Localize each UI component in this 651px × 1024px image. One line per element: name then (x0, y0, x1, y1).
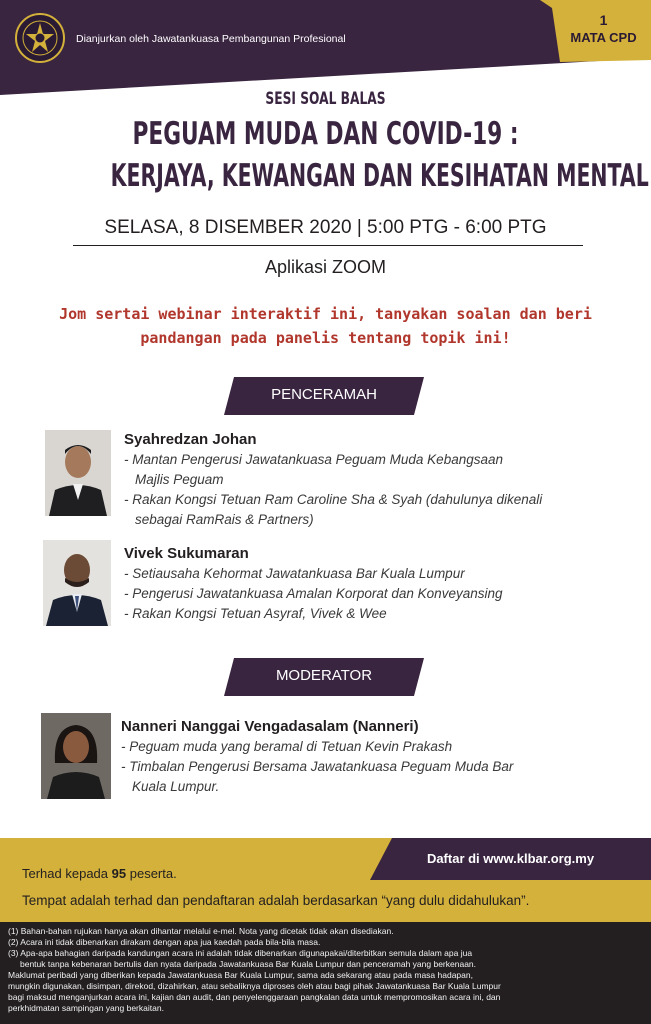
moderator-roles (121, 737, 513, 797)
speaker-1-photo (45, 430, 111, 516)
cpd-badge (556, 12, 651, 45)
register-link[interactable] (370, 838, 651, 880)
note-3-cont: bentuk tanpa kebenaran bertulis dan nyata daripada Jawatankuasa Bar Kuala Lumpur dan penceramah yang berkenaan. (20, 959, 477, 969)
note-1: (1) Bahan-bahan rujukan hanya akan dihantar melalui e-mel. Nota yang dicetak tidak akan disediakan. (8, 926, 394, 936)
divider (73, 245, 583, 246)
moderator-name: Nanneri Nanggai Vengadasalam (Nanneri) (121, 718, 419, 735)
privacy-line-4: perkhidmatan sampingan yang berkaitan. (8, 1003, 164, 1013)
role-item: - Peguam muda yang beramal di Tetuan Kevin Prakash (121, 739, 453, 754)
top-banner (0, 0, 651, 95)
cpd-points: 1 (599, 12, 608, 28)
speakers-section-label (224, 377, 424, 415)
role-item: - Mantan Pengerusi Jawatankuasa Peguam Muda Kebangsaan Majlis Peguam (124, 452, 503, 487)
organizer-text: Dianjurkan oleh Jawatankuasa Pembangunan Profesional (76, 33, 346, 45)
role-item: - Timbalan Pengerusi Bersama Jawatankuasa Peguam Muda Bar Kuala Lumpur. (121, 759, 514, 794)
note-3: (3) Apa-apa bahagian daripada kandungan acara ini adalah tidak dibenarkan digunapakai/diterbitkan semula dalam apa jua (8, 948, 473, 958)
intro-line-2: pandangan pada panelis tentang topik ini! (140, 329, 511, 347)
intro-line-1: Jom sertai webinar interaktif ini, tanyakan soalan dan beri (59, 305, 592, 323)
kuala-lumpur-bar-crest-icon (14, 12, 66, 64)
footer-notes (0, 922, 651, 1024)
speakers-label-text: PENCERAMAH (271, 386, 377, 403)
event-platform: Aplikasi ZOOM (264, 257, 387, 277)
moderator-label-text: MODERATOR (275, 667, 373, 684)
intro-text (40, 302, 611, 350)
event-title-line-1: PEGUAM MUDA DAN COVID-19 : (132, 116, 519, 152)
privacy-line-2: mungkin digunakan, disimpan, direkod, dizahirkan, atau sebaliknya diproses oleh atau bagi pihak Jawatankuasa Bar Kuala Lumpur (8, 981, 501, 991)
event-datetime: SELASA, 8 DISEMBER 2020 | 5:00 PTG - 6:00 PTG (104, 217, 547, 238)
role-item: - Rakan Kongsi Tetuan Asyraf, Vivek & Wee (124, 606, 387, 621)
role-item: - Setiausaha Kehormat Jawatankuasa Bar Kuala Lumpur (124, 566, 465, 581)
register-link-text[interactable]: Daftar di www.klbar.org.my (426, 851, 595, 866)
first-come-note: Tempat adalah terhad dan pendaftaran adalah berdasarkan “yang dulu didahulukan”. (22, 893, 530, 908)
note-2: (2) Acara ini tidak dibenarkan dirakam dengan apa jua kaedah pada bila-bila masa. (8, 937, 321, 947)
privacy-line-3: bagi maksud menganjurkan acara ini, kajian dan audit, dan penyelenggaraan pangkalan data untuk mempromosikan acara ini, dan (8, 992, 501, 1002)
speaker-1-roles (124, 450, 542, 530)
cpd-label: MATA CPD (570, 30, 637, 45)
speaker-2-photo (43, 540, 111, 626)
moderator-photo (41, 713, 111, 799)
session-type: SESI SOAL BALAS (265, 89, 386, 109)
speaker-2-name: Vivek Sukumaran (124, 545, 249, 562)
speaker-2-roles (124, 564, 502, 624)
moderator-section-label (224, 658, 424, 696)
speaker-1-name: Syahredzan Johan (124, 431, 257, 448)
event-title-line-2: KERJAYA, KEWANGAN DAN KESIHATAN MENTAL (110, 158, 649, 194)
role-item: - Pengerusi Jawatankuasa Amalan Korporat dan Konveyansing (124, 586, 503, 601)
participant-count: 95 (111, 866, 127, 881)
top-banner-shape (0, 0, 651, 95)
privacy-line-1: Maklumat peribadi yang diberikan kepada Jawatankuasa Bar Kuala Lumpur, sama ada sekarang atau pada masa hadapan, (8, 970, 473, 980)
role-item: - Rakan Kongsi Tetuan Ram Caroline Sha & Syah (dahulunya dikenali sebagai RamRais & Partners) (124, 492, 543, 527)
participant-limit: Terhad kepada 95 peserta. (22, 866, 177, 881)
